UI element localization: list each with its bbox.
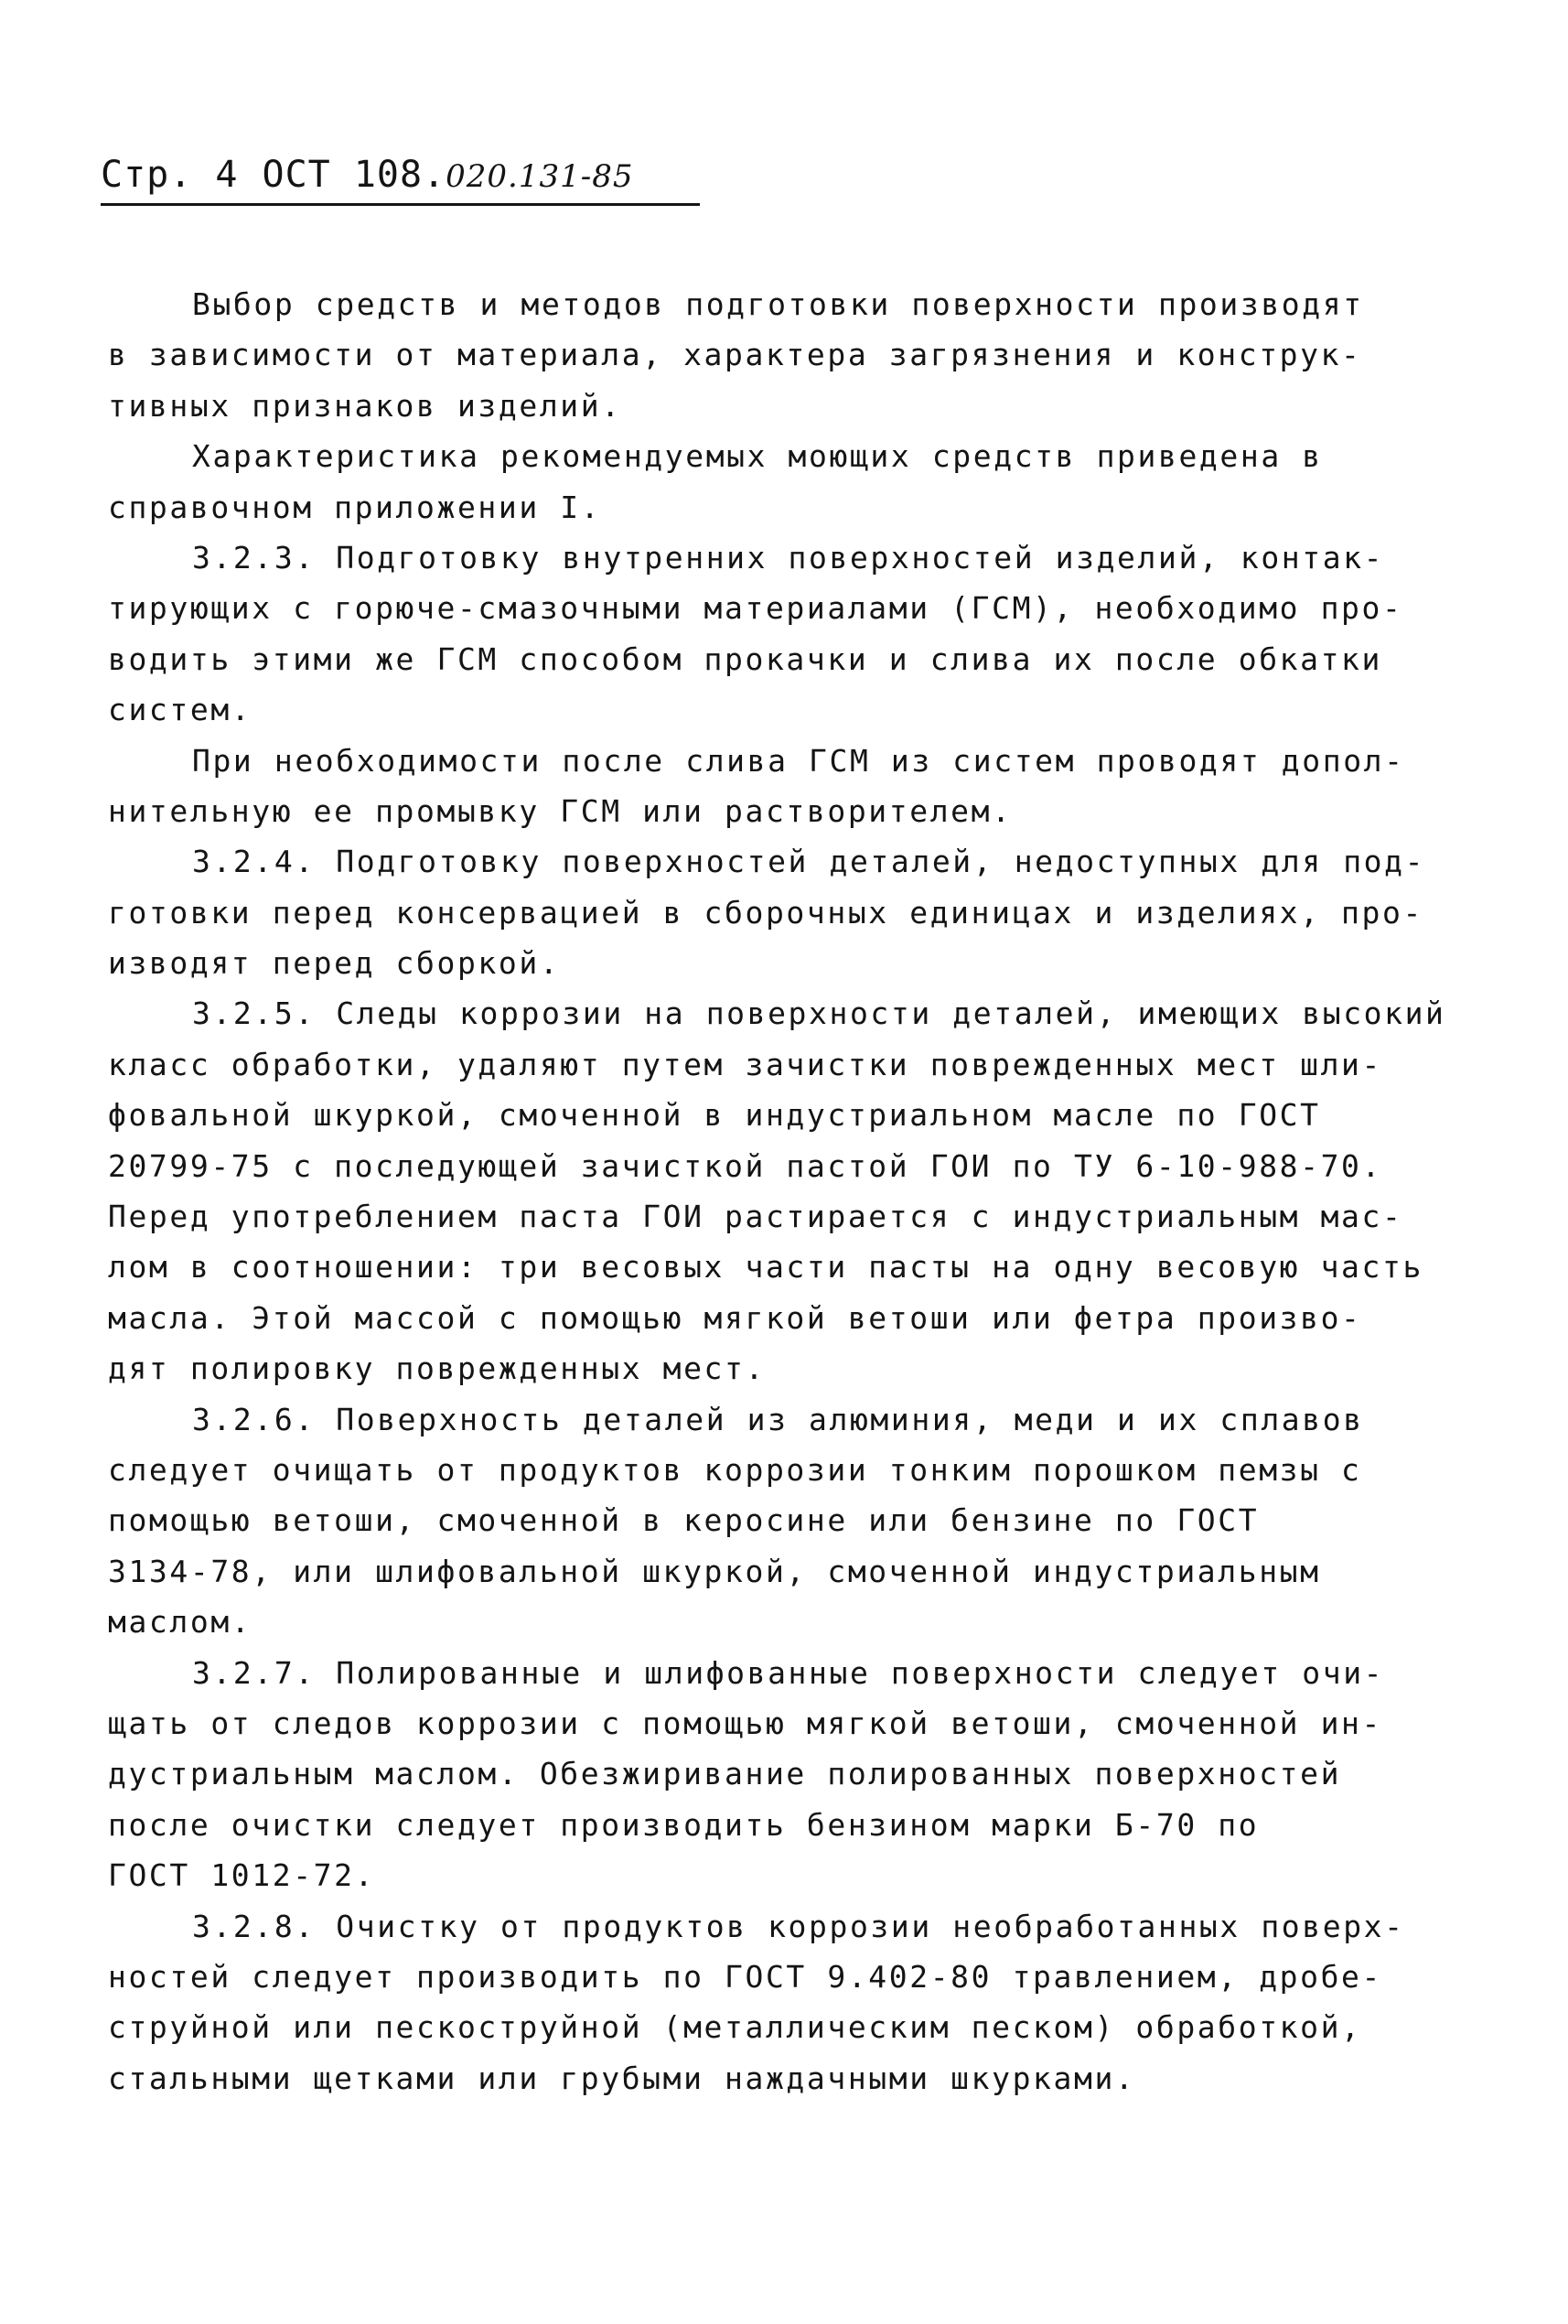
- text-line: 3.2.6. Поверхность деталей из алюминия, меди и их сплавов: [192, 1401, 1364, 1437]
- text-line: помощью ветоши, смоченной в керосине или бензине по ГОСТ: [108, 1502, 1260, 1539]
- text-line: справочном приложении I.: [108, 489, 602, 525]
- text-line: тивных признаков изделий.: [108, 387, 622, 424]
- page-header: [101, 154, 634, 196]
- text-line: систем.: [108, 692, 252, 728]
- text-line: 3.2.3. Подготовку внутренних поверхностей изделий, контак-: [192, 539, 1385, 576]
- header-underline: [101, 203, 700, 206]
- text-line: Характеристика рекомендуемых моющих средств приведена в: [192, 438, 1323, 475]
- text-line: нительную ее промывку ГСМ или растворителем.: [108, 792, 1013, 829]
- page-label: Стр. 4: [101, 154, 239, 196]
- text-line: 3.2.7. Полированные и шлифованные поверхности следует очи-: [192, 1654, 1385, 1691]
- text-line: дят полировку поврежденных мест.: [108, 1350, 766, 1387]
- text-line: 3.2.4. Подготовку поверхностей деталей, недоступных для под-: [192, 844, 1426, 880]
- text-line: 3.2.8. Очистку от продуктов коррозии необработанных поверх-: [192, 1908, 1405, 1944]
- text-line: дустриальным маслом. Обезжиривание полированных поверхностей: [108, 1756, 1342, 1792]
- text-line: стальными щетками или грубыми наждачными шкурками.: [108, 2060, 1136, 2096]
- text-line: готовки перед консервацией в сборочных единицах и изделиях, про-: [108, 894, 1423, 931]
- text-line: водить этими же ГСМ способом прокачки и слива их после обкатки: [108, 640, 1382, 677]
- text-line: масла. Этой массой с помощью мягкой ветоши или фетра произво-: [108, 1299, 1362, 1336]
- text-line: струйной или пескоструйной (металлическим песком) обработкой,: [108, 2009, 1362, 2046]
- text-line: изводят перед сборкой.: [108, 945, 561, 982]
- handwritten-doc-code: 020.131-85: [446, 158, 634, 195]
- text-line: лом в соотношении: три весовых части пасты на одну весовую часть: [108, 1249, 1423, 1286]
- text-line: класс обработки, удаляют путем зачистки поврежденных мест шли-: [108, 1046, 1382, 1082]
- text-line: ностей следует производить по ГОСТ 9.402-80 травлением, дробе-: [108, 1958, 1382, 1995]
- text-line: в зависимости от материала, характера загрязнения и конструк-: [108, 337, 1362, 373]
- text-line: 3134-78, или шлифовальной шкуркой, смоченной индустриальным: [108, 1553, 1321, 1589]
- text-line: При необходимости после слива ГСМ из систем проводят допол-: [192, 742, 1405, 779]
- text-line: следует очищать от продуктов коррозии тонким порошком пемзы с: [108, 1451, 1362, 1488]
- text-line: 20799-75 с последующей зачисткой пастой ГОИ по ТУ 6-10-988-70.: [108, 1147, 1382, 1184]
- text-line: Перед употреблением паста ГОИ растирается с индустриальным мас-: [108, 1199, 1403, 1235]
- text-line: тирующих с горюче-смазочными материалами (ГСМ), необходимо про-: [108, 590, 1403, 627]
- text-line: ГОСТ 1012-72.: [108, 1857, 376, 1894]
- standard-number: ОСТ 108.: [262, 154, 446, 196]
- document-body: [108, 279, 1498, 2103]
- text-line: маслом.: [108, 1604, 252, 1641]
- text-line: после очистки следует производить бензином марки Б-70 по: [108, 1806, 1260, 1843]
- text-line: Выбор средств и методов подготовки поверхности производят: [192, 286, 1364, 322]
- text-line: фовальной шкуркой, смоченной в индустриальном масле по ГОСТ: [108, 1097, 1321, 1134]
- text-line: щать от следов коррозии с помощью мягкой ветоши, смоченной ин-: [108, 1705, 1382, 1741]
- text-line: 3.2.5. Следы коррозии на поверхности деталей, имеющих высокий: [192, 995, 1446, 1032]
